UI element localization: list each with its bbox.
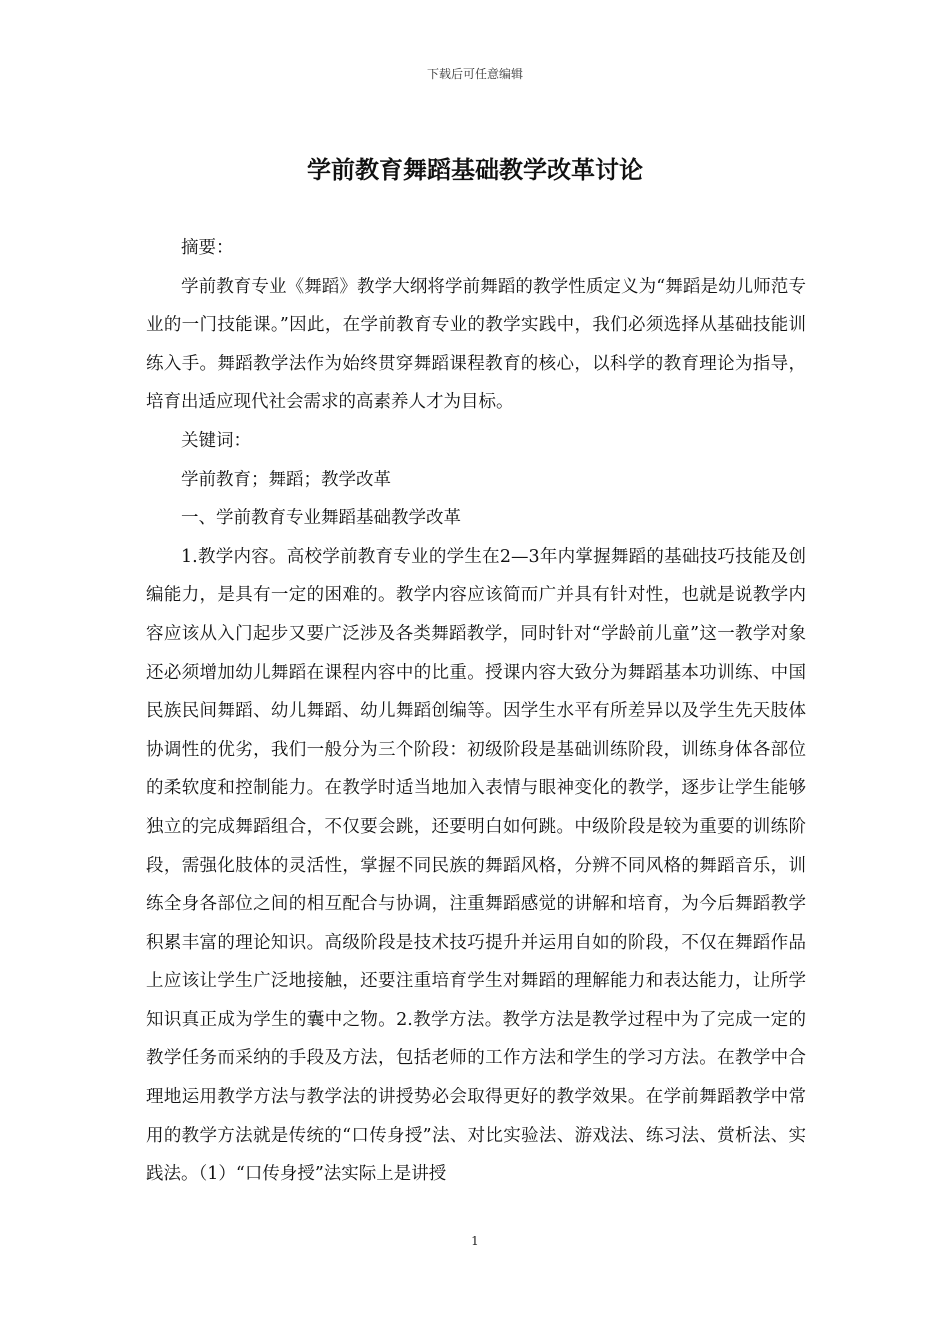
page-number: 1 (471, 1234, 479, 1248)
keywords-label: 关键词： (181, 430, 251, 451)
document-title: 学前教育舞蹈基础教学改革讨论 (307, 156, 643, 184)
header-note: 下载后可任意编辑 (426, 67, 523, 81)
document-body (146, 229, 806, 1194)
abstract-paragraph: 学前教育专业《舞蹈》教学大纲将学前舞蹈的教学性质定义为“舞蹈是幼儿师范专业的一门技能课。”因此，在学前教育专业的教学实践中，我们必须选择从基础技能训练入手。舞蹈教学法作为始终贯穿舞蹈课程教育的核心，以科学的教育理论为指导，培育出适应现代社会需求的高素养人才为目标。 (146, 276, 806, 413)
section-heading: 一、学前教育专业舞蹈基础教学改革 (181, 508, 461, 529)
abstract-label: 摘要： (181, 238, 234, 258)
section-paragraph: 1.教学内容。高校学前教育专业的学生在2—3年内掌握舞蹈的基础技巧技能及创编能力，是具有一定的困难的。教学内容应该简而广并具有针对性，也就是说教学内容应该从入门起步又要广泛涉及各类舞蹈教学，同时针对“学龄前儿童”这一教学对象还必须增加幼儿舞蹈在课程内容中的比重。授课内容大致分为舞蹈基本功训练、中国民族民间舞蹈、幼儿舞蹈、幼儿舞蹈创编等。因学生水平有所差异以及学生先天肢体协调性的优劣，我们一般分为三个阶段：初级阶段是基础训练阶段，训练身体各部位的柔软度和控制能力。在教学时适当地加入表情与眼神变化的教学，逐步让学生能够独立的完成舞蹈组合，不仅要会跳，还要明白如何跳。中级阶段是较为重要的训练阶段，需强化肢体的灵活性，掌握不同民族的舞蹈风格，分辨不同风格的舞蹈音乐，训练全身各部位之间的相互配合与协调，注重舞蹈感觉的讲解和培育，为今后舞蹈教学积累丰富的理论知识。高级阶段是技术技巧提升并运用自如的阶段，不仅在舞蹈作品上应该让学生广泛地接触，还要注重培育学生对舞蹈的理解能力和表达能力，让所学知识真正成为学生的囊中之物。2.教学方法。教学方法是教学过程中为了完成一定的教学任务而采纳的手段及方法，包括老师的工作方法和学生的学习方法。在教学中合理地运用教学方法与教学法的讲授势必会取得更好的教学效果。在学前舞蹈教学中常用的教学方法就是传统的“口传身授”法、对比实验法、游戏法、练习法、赏析法、实践法。（1）“口传身授”法实际上是讲授 (146, 546, 806, 1185)
keywords-paragraph: 学前教育；舞蹈；教学改革 (181, 469, 391, 490)
